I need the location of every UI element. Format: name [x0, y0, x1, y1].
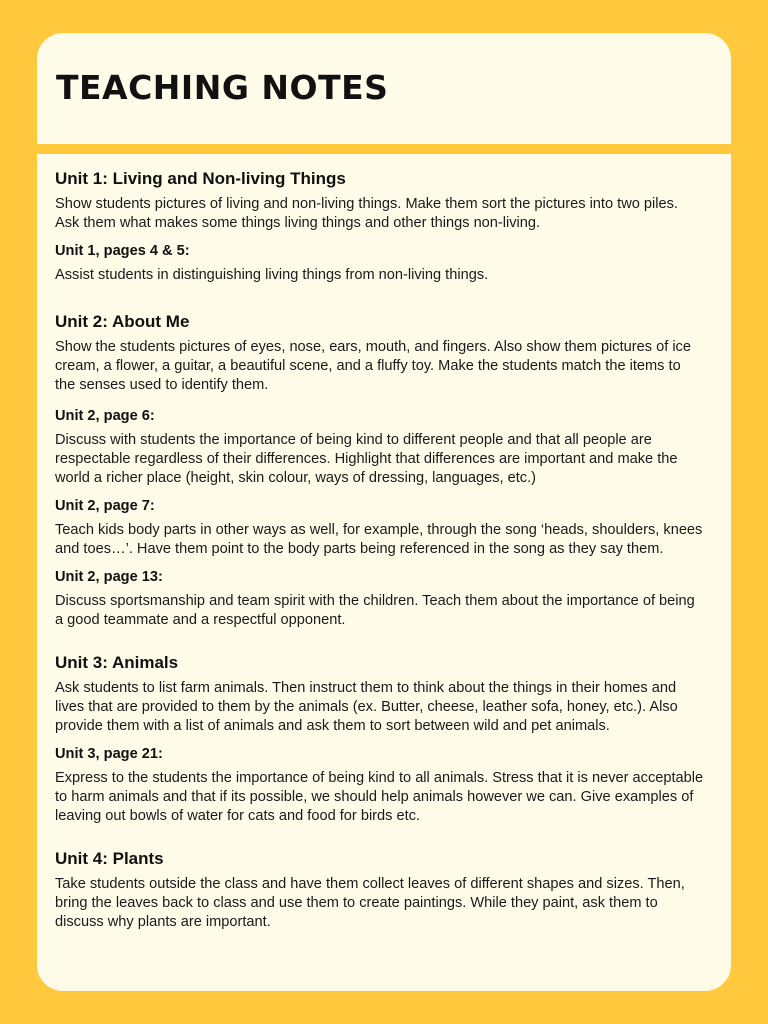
unit-heading: Unit 2: About Me [55, 312, 190, 331]
page-note [55, 568, 705, 630]
unit-3-section [55, 652, 705, 826]
page-note-text: Teach kids body parts in other ways as well, for example, through the song ‘heads, shoulders, knees and toes…’. Have them point to the body parts being referenced in the song as they say them. [55, 522, 703, 557]
unit-intro: Ask students to list farm animals. Then instruct them to think about the things in their homes and lives that are provided to them by the animals (ex. Butter, cheese, leather sofa, honey, etc.). Also provide them with a list of animals and ask them to sort between wild and pet animals. [55, 680, 678, 734]
page-note-label: Unit 2, page 6: [55, 408, 155, 424]
page-note-text: Express to the students the importance of being kind to all animals. Stress that it is never acceptable to harm animals and that if its possible, we should help animals however we can. Give examples of leaving out bowls of water for cats and food for birds etc. [55, 770, 704, 824]
unit-2-section [55, 311, 705, 630]
unit-1-section [55, 168, 705, 285]
page-note-label: Unit 2, page 7: [55, 498, 155, 514]
unit-intro: Show students pictures of living and non-living things. Make them sort the pictures into two piles. Ask them what makes some things living things and other things non-living. [55, 196, 678, 231]
page-note-text: Discuss with students the importance of being kind to different people and that all people are respectable regardless of their differences. Highlight that differences are important and make the world a richer place (height, skin colour, ways of dressing, languages, etc.) [55, 432, 678, 486]
unit-intro: Show the students pictures of eyes, nose, ears, mouth, and fingers. Also show them pictures of ice cream, a flower, a guitar, a beautiful scene, and a fluffy toy. Make the students match the items to the senses used to identify them. [55, 339, 691, 393]
page-note-label: Unit 3, page 21: [55, 746, 163, 762]
notes-content [55, 168, 705, 932]
unit-heading: Unit 3: Animals [55, 653, 179, 672]
page-note [55, 242, 705, 285]
unit-heading: Unit 4: Plants [55, 849, 164, 868]
page-note [55, 407, 705, 488]
unit-4-section [55, 848, 705, 932]
page-note [55, 497, 705, 559]
page-title: TEACHING NOTES [56, 68, 389, 107]
page-note-text: Discuss sportsmanship and team spirit with the children. Teach them about the importance of being a good teammate and a respectful opponent. [55, 593, 695, 628]
page-note [55, 745, 705, 826]
page-note-label: Unit 1, pages 4 & 5: [55, 243, 190, 259]
page-note-label: Unit 2, page 13: [55, 569, 163, 585]
unit-intro: Take students outside the class and have them collect leaves of different shapes and sizes. Then, bring the leaves back to class and use them to create paintings. While they paint, ask them to discuss why plants are important. [55, 876, 685, 930]
unit-heading: Unit 1: Living and Non-living Things [55, 169, 346, 188]
page-note-text: Assist students in distinguishing living things from non-living things. [55, 267, 489, 283]
